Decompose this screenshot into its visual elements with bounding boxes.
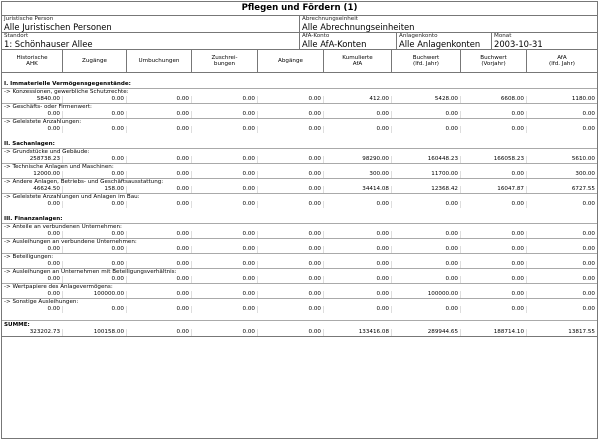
value-cell: 0.00 bbox=[127, 276, 192, 283]
value-cell: 0.00 bbox=[392, 231, 461, 238]
column-header: Kumulierte AfA bbox=[324, 50, 392, 72]
value-cell: 46624.50 bbox=[2, 186, 63, 193]
value-cell: 0.00 bbox=[324, 261, 392, 268]
monat-field bbox=[492, 33, 597, 49]
afa-konto-label: AfA-Konto bbox=[302, 33, 330, 39]
value-cell: 0.00 bbox=[258, 156, 324, 163]
value-cell: 12000.00 bbox=[2, 171, 63, 178]
value-cell: 0.00 bbox=[258, 171, 324, 178]
value-cell: 160448.23 bbox=[392, 156, 461, 163]
value-cell: 13817.55 bbox=[568, 329, 595, 335]
value-cell: 188714.10 bbox=[461, 329, 527, 336]
value-cell: 158.00 bbox=[63, 186, 127, 193]
column-header: Abgänge bbox=[258, 50, 324, 72]
value-cell: 0.00 bbox=[461, 246, 527, 253]
value-cell: 0.00 bbox=[258, 126, 324, 133]
header-row-2 bbox=[2, 33, 597, 50]
group-label: -> Technische Anlagen und Maschinen: bbox=[2, 163, 597, 171]
value-cell: 0.00 bbox=[192, 246, 258, 253]
value-cell: 0.00 bbox=[63, 126, 127, 133]
value-cell: 0.00 bbox=[461, 261, 527, 268]
section-title: III. Finanzanlagen: bbox=[4, 216, 63, 222]
value-cell: 0.00 bbox=[2, 306, 63, 313]
column-header: AfA (lfd. Jahr) bbox=[549, 54, 575, 67]
value-cell: 0.00 bbox=[192, 111, 258, 118]
value-cell: 0.00 bbox=[127, 156, 192, 163]
anlagenkonto-field bbox=[397, 33, 492, 49]
anlagenkonto-value: Alle Anlagenkonten bbox=[399, 39, 481, 49]
value-cell: 5840.00 bbox=[2, 96, 63, 103]
value-cell: 0.00 bbox=[461, 291, 527, 298]
value-cell: 300.00 bbox=[575, 171, 595, 177]
value-cell: 0.00 bbox=[63, 96, 127, 103]
value-cell: 0.00 bbox=[582, 246, 595, 252]
value-row bbox=[2, 111, 597, 118]
value-cell: 133416.08 bbox=[324, 329, 392, 336]
report bbox=[1, 1, 598, 439]
column-header: Buchwert (Vorjahr) bbox=[461, 50, 527, 72]
report-body bbox=[2, 73, 597, 337]
group-label: -> Geleistete Anzahlungen und Anlagen im Bau: bbox=[2, 193, 597, 201]
value-cell: 0.00 bbox=[127, 171, 192, 178]
group-label: -> Anteile an verbundenen Unternehmen: bbox=[2, 223, 597, 231]
value-cell: 0.00 bbox=[63, 201, 127, 208]
value-cell: 0.00 bbox=[324, 126, 392, 133]
value-cell: 0.00 bbox=[461, 126, 527, 133]
value-cell: 5610.00 bbox=[571, 156, 595, 162]
value-cell: 0.00 bbox=[63, 231, 127, 238]
value-cell: 0.00 bbox=[192, 291, 258, 298]
value-cell: 0.00 bbox=[192, 329, 258, 336]
value-cell: 0.00 bbox=[392, 261, 461, 268]
group-label: -> Grundstücke und Gebäude: bbox=[2, 148, 597, 156]
value-cell: 11700.00 bbox=[392, 171, 461, 178]
value-cell: 1180.00 bbox=[571, 96, 595, 102]
value-cell: 0.00 bbox=[127, 261, 192, 268]
value-cell: 0.00 bbox=[258, 306, 324, 313]
value-cell: 0.00 bbox=[2, 126, 63, 133]
group-label: -> Ausleihungen an verbundene Unternehmen: bbox=[2, 238, 597, 246]
value-cell: 0.00 bbox=[2, 111, 63, 118]
value-cell: 0.00 bbox=[324, 291, 392, 298]
value-row bbox=[2, 306, 597, 313]
value-cell: 0.00 bbox=[258, 96, 324, 103]
group-label: -> Beteiligungen: bbox=[2, 253, 597, 261]
value-cell: 0.00 bbox=[258, 246, 324, 253]
value-cell: 0.00 bbox=[127, 96, 192, 103]
value-cell: 0.00 bbox=[2, 276, 63, 283]
value-cell: 0.00 bbox=[127, 246, 192, 253]
value-cell: 0.00 bbox=[461, 171, 527, 178]
juristische-person-field bbox=[2, 16, 300, 32]
juristische-person-value: Alle Juristischen Personen bbox=[4, 22, 112, 32]
value-cell: 300.00 bbox=[324, 171, 392, 178]
value-cell: 0.00 bbox=[192, 186, 258, 193]
value-cell: 0.00 bbox=[461, 231, 527, 238]
value-cell: 0.00 bbox=[324, 276, 392, 283]
value-cell: 6608.00 bbox=[461, 96, 527, 103]
value-cell: 0.00 bbox=[258, 261, 324, 268]
value-cell: 0.00 bbox=[192, 126, 258, 133]
value-cell: 166058.23 bbox=[461, 156, 527, 163]
value-row bbox=[2, 171, 597, 178]
value-cell: 0.00 bbox=[127, 329, 192, 336]
value-cell: 0.00 bbox=[392, 111, 461, 118]
value-cell: 0.00 bbox=[63, 111, 127, 118]
value-cell: 258738.23 bbox=[2, 156, 63, 163]
standort-field bbox=[2, 33, 300, 49]
value-cell: 289944.65 bbox=[392, 329, 461, 336]
value-row bbox=[2, 156, 597, 163]
value-cell: 0.00 bbox=[392, 201, 461, 208]
value-cell: 0.00 bbox=[582, 261, 595, 267]
value-row bbox=[2, 329, 597, 337]
value-row bbox=[2, 96, 597, 103]
value-cell: 0.00 bbox=[582, 126, 595, 132]
column-header: Zugänge bbox=[63, 50, 127, 72]
value-cell: 0.00 bbox=[392, 306, 461, 313]
value-cell: 98290.00 bbox=[324, 156, 392, 163]
value-cell: 0.00 bbox=[324, 246, 392, 253]
value-cell: 0.00 bbox=[192, 306, 258, 313]
column-header-row bbox=[2, 50, 597, 73]
value-row bbox=[2, 246, 597, 253]
value-cell: 0.00 bbox=[461, 276, 527, 283]
column-header: Zuschrei- bungen bbox=[192, 50, 258, 72]
column-header: Umbuchungen bbox=[127, 50, 192, 72]
value-row bbox=[2, 261, 597, 268]
value-row bbox=[2, 231, 597, 238]
group-label: -> Wertpapiere des Anlagevermögens: bbox=[2, 283, 597, 291]
value-cell: 0.00 bbox=[392, 126, 461, 133]
value-cell: 0.00 bbox=[582, 291, 595, 297]
value-cell: 0.00 bbox=[2, 231, 63, 238]
column-header: Historische AHK bbox=[2, 50, 63, 72]
monat-label: Monat bbox=[494, 33, 512, 39]
standort-value: 1: Schönhauser Allee bbox=[4, 39, 93, 49]
value-cell: 100000.00 bbox=[392, 291, 461, 298]
value-cell: 0.00 bbox=[63, 276, 127, 283]
value-cell: 0.00 bbox=[258, 111, 324, 118]
group-label: -> Geleistete Anzahlungen: bbox=[2, 118, 597, 126]
value-cell: 0.00 bbox=[192, 231, 258, 238]
group-label: -> Geschäfts- oder Firmenwert: bbox=[2, 103, 597, 111]
value-cell: 0.00 bbox=[258, 186, 324, 193]
value-cell: 0.00 bbox=[63, 156, 127, 163]
value-cell: 0.00 bbox=[192, 96, 258, 103]
value-cell: 0.00 bbox=[461, 306, 527, 313]
column-header: Buchwert (lfd. Jahr) bbox=[392, 50, 461, 72]
group-label: -> Andere Anlagen, Betriebs- und Geschäftsausstattung: bbox=[2, 178, 597, 186]
value-cell: 0.00 bbox=[461, 201, 527, 208]
value-cell: 0.00 bbox=[392, 276, 461, 283]
value-cell: 0.00 bbox=[258, 276, 324, 283]
value-cell: 0.00 bbox=[258, 291, 324, 298]
value-cell: 0.00 bbox=[63, 306, 127, 313]
value-cell: 0.00 bbox=[63, 171, 127, 178]
value-cell: 0.00 bbox=[324, 201, 392, 208]
value-row bbox=[2, 201, 597, 208]
section-title: II. Sachanlagen: bbox=[4, 141, 55, 147]
juristische-person-label: Juristische Person bbox=[4, 16, 54, 22]
value-cell: 100000.00 bbox=[63, 291, 127, 298]
value-cell: 0.00 bbox=[582, 111, 595, 117]
header-row-1 bbox=[2, 16, 597, 33]
afa-konto-field bbox=[300, 33, 397, 49]
value-cell: 0.00 bbox=[127, 231, 192, 238]
summe-label: SUMME: bbox=[2, 320, 597, 329]
afa-konto-value: Alle AfA-Konten bbox=[302, 39, 367, 49]
section-spacer bbox=[2, 73, 597, 80]
value-cell: 0.00 bbox=[127, 291, 192, 298]
section-title: I. Immaterielle Vermögensgegenstände: bbox=[4, 81, 131, 87]
anlagenkonto-label: Anlagenkonto bbox=[399, 33, 438, 39]
value-cell: 16047.87 bbox=[461, 186, 527, 193]
value-cell: 0.00 bbox=[582, 231, 595, 237]
value-cell: 0.00 bbox=[63, 261, 127, 268]
group-label: -> Sonstige Ausleihungen: bbox=[2, 298, 597, 306]
section-spacer bbox=[2, 133, 597, 140]
value-cell: 0.00 bbox=[324, 231, 392, 238]
value-cell: 0.00 bbox=[258, 231, 324, 238]
group-label: -> Konzessionen, gewerbliche Schutzrechte: bbox=[2, 88, 597, 96]
value-row bbox=[2, 186, 597, 193]
monat-value: 2003-10-31 bbox=[494, 39, 543, 49]
value-cell: 0.00 bbox=[258, 329, 324, 336]
value-cell: 0.00 bbox=[582, 276, 595, 282]
value-cell: 0.00 bbox=[192, 276, 258, 283]
report-title: Pflegen und Fördern (1) bbox=[2, 2, 597, 16]
value-cell: 100158.00 bbox=[63, 329, 127, 336]
value-cell: 0.00 bbox=[392, 246, 461, 253]
value-cell: 0.00 bbox=[324, 306, 392, 313]
value-cell: 0.00 bbox=[192, 156, 258, 163]
value-cell: 0.00 bbox=[2, 291, 63, 298]
value-cell: 0.00 bbox=[63, 246, 127, 253]
value-cell: 0.00 bbox=[127, 306, 192, 313]
abrechnungseinheit-value: Alle Abrechnungseinheiten bbox=[302, 22, 415, 32]
value-cell: 0.00 bbox=[192, 171, 258, 178]
value-cell: 412.00 bbox=[324, 96, 392, 103]
value-cell: 0.00 bbox=[127, 186, 192, 193]
value-cell: 0.00 bbox=[258, 201, 324, 208]
value-cell: 0.00 bbox=[582, 306, 595, 312]
abrechnungseinheit-field bbox=[300, 16, 597, 32]
value-cell: 34414.08 bbox=[324, 186, 392, 193]
value-cell: 6727.55 bbox=[571, 186, 595, 192]
value-cell: 5428.00 bbox=[392, 96, 461, 103]
value-cell: 0.00 bbox=[127, 126, 192, 133]
section-spacer bbox=[2, 313, 597, 320]
value-cell: 12368.42 bbox=[392, 186, 461, 193]
value-cell: 0.00 bbox=[582, 201, 595, 207]
value-cell: 0.00 bbox=[192, 261, 258, 268]
abrechnungseinheit-label: Abrechnungseinheit bbox=[302, 16, 358, 22]
value-cell: 0.00 bbox=[127, 201, 192, 208]
value-cell: 0.00 bbox=[324, 111, 392, 118]
value-cell: 0.00 bbox=[2, 201, 63, 208]
standort-label: Standort bbox=[4, 33, 29, 39]
value-cell: 0.00 bbox=[192, 201, 258, 208]
value-cell: 0.00 bbox=[461, 111, 527, 118]
group-label: -> Ausleihungen an Unternehmen mit Beteiligungsverhältnis: bbox=[2, 268, 597, 276]
value-row bbox=[2, 126, 597, 133]
value-row bbox=[2, 276, 597, 283]
value-cell: 323202.73 bbox=[2, 329, 63, 336]
value-row bbox=[2, 291, 597, 298]
section-spacer bbox=[2, 208, 597, 215]
value-cell: 0.00 bbox=[2, 261, 63, 268]
value-cell: 0.00 bbox=[2, 246, 63, 253]
value-cell: 0.00 bbox=[127, 111, 192, 118]
